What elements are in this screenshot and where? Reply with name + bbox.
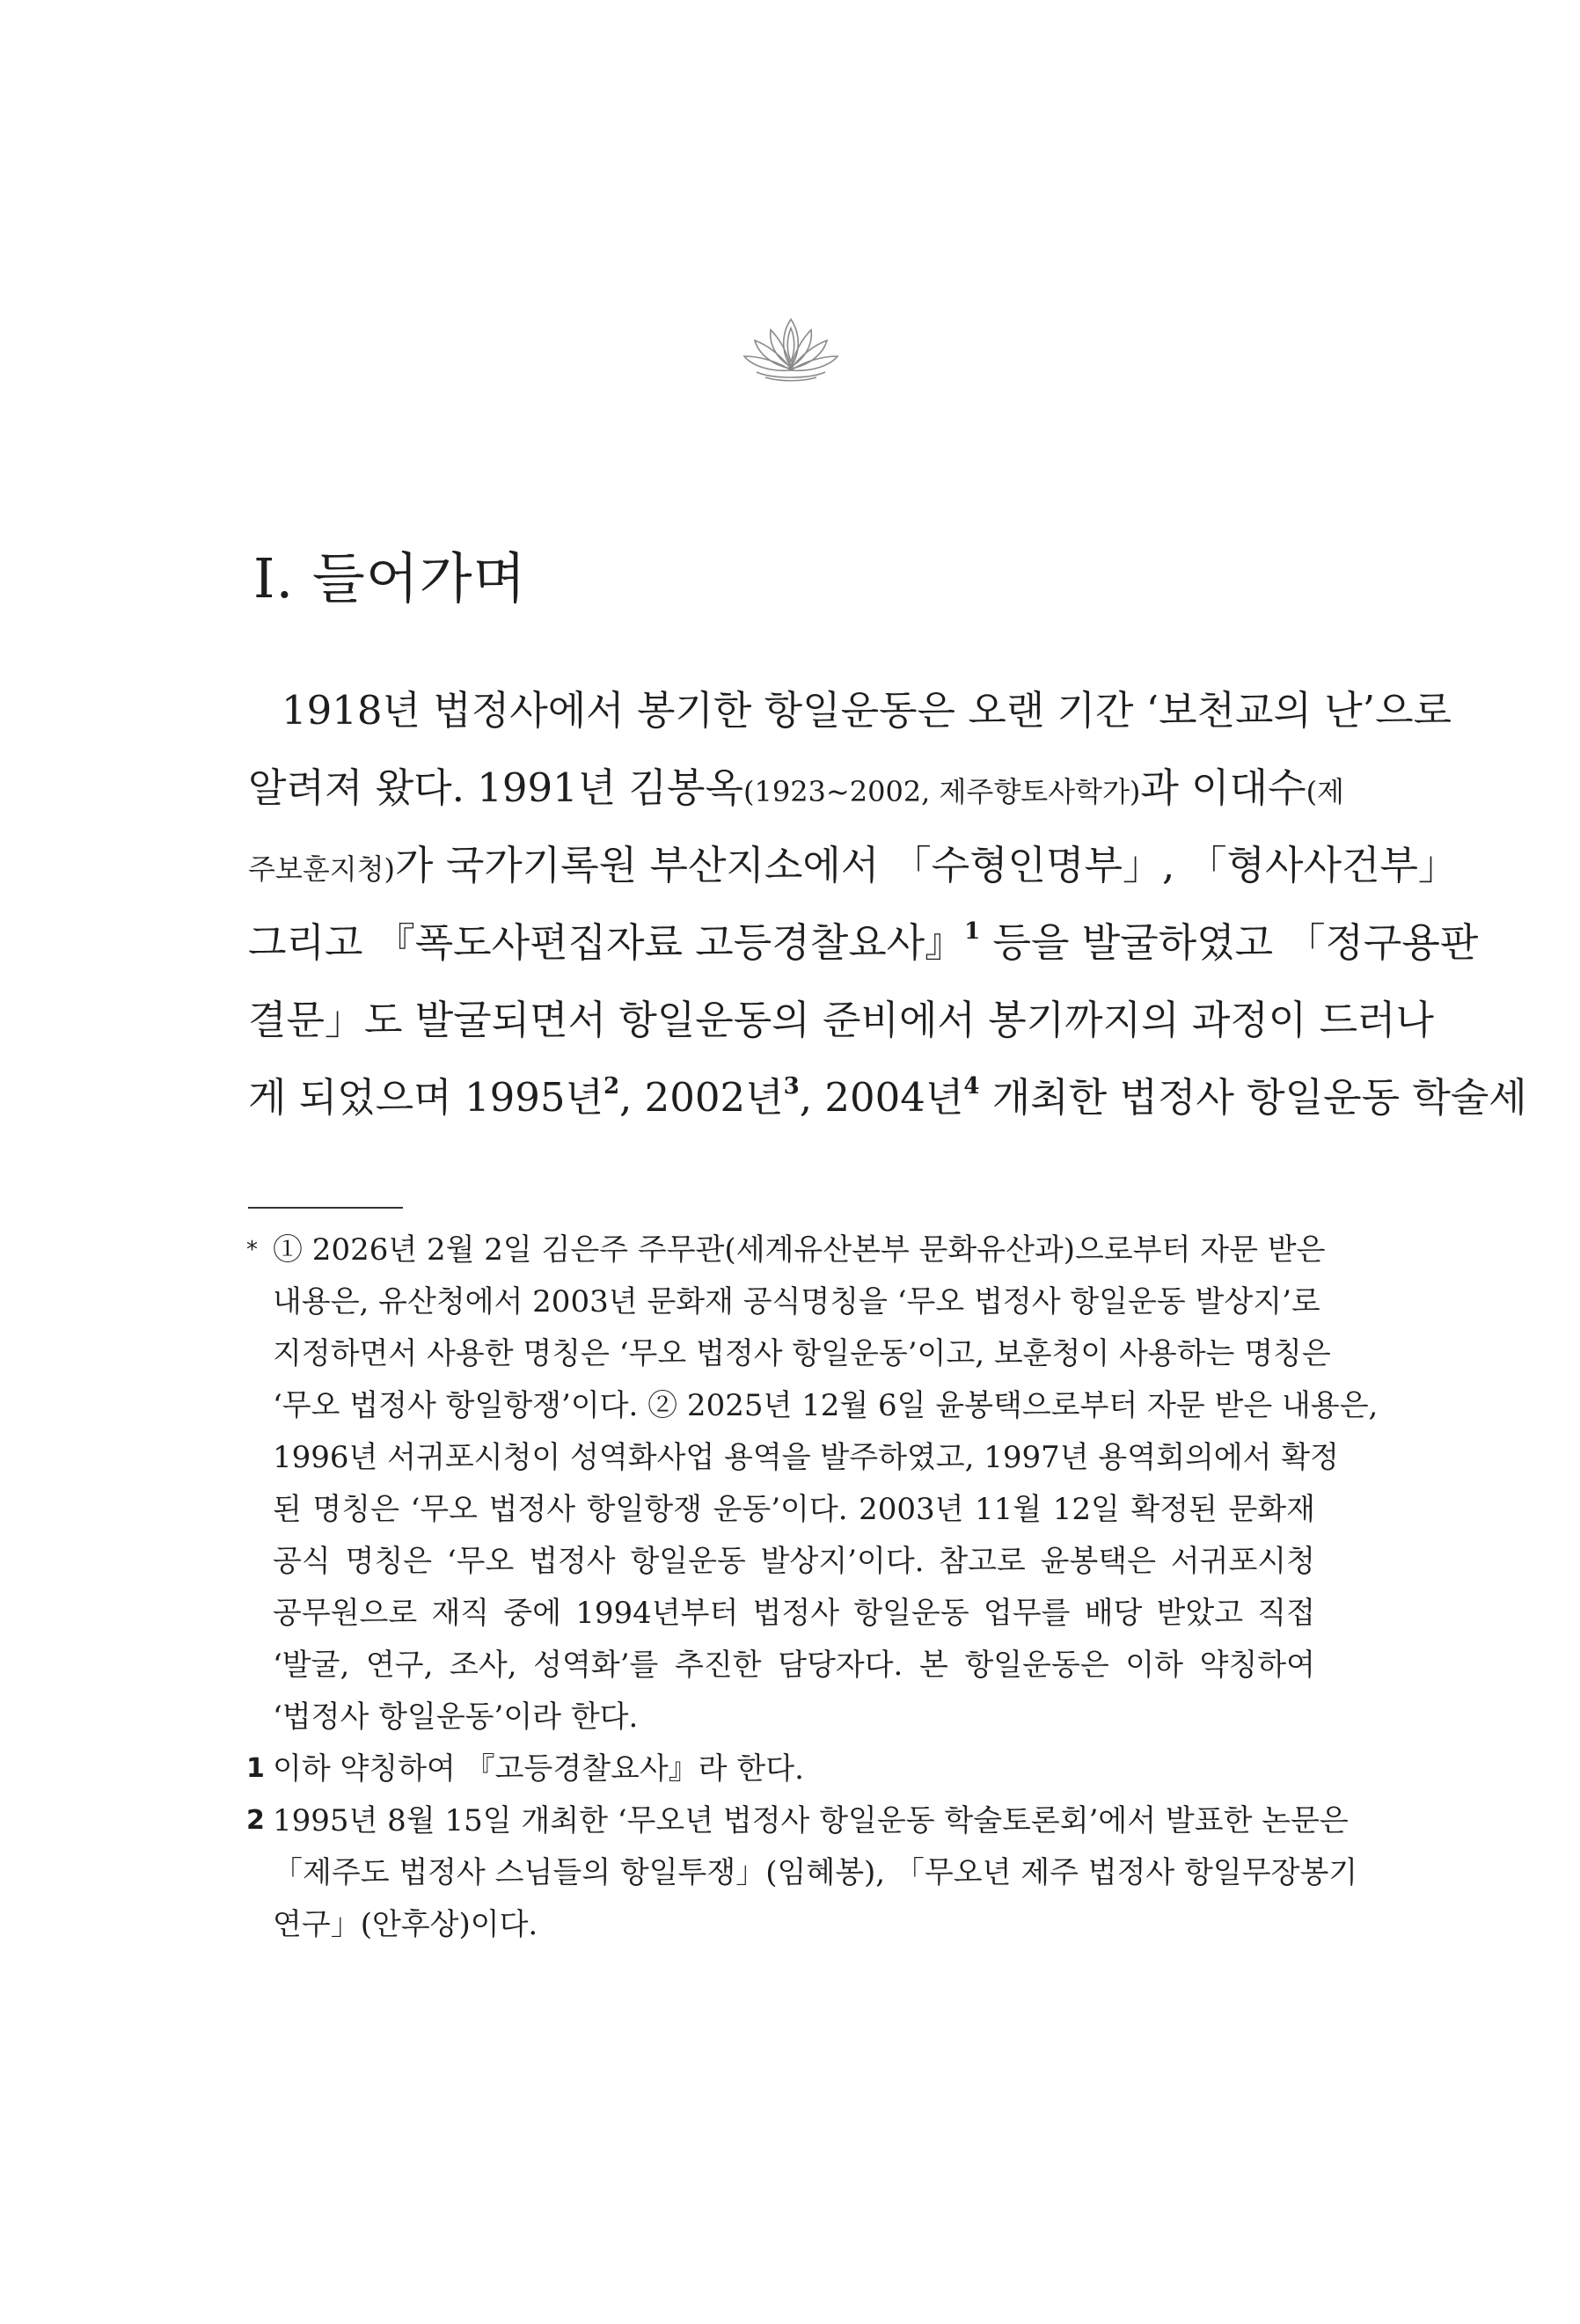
section-heading: Ⅰ. 들어가며: [253, 546, 527, 610]
body-line-5: 결문」도 발굴되면서 항일운동의 준비에서 봉기까지의 과정이 드러나: [248, 997, 1434, 1043]
footnote-2-line-2: 「제주도 법정사 스님들의 항일투쟁」(임혜봉), 「무오년 제주 법정사 항일무장봉기: [273, 1855, 1358, 1890]
footnote-2-marker: 2: [246, 1805, 265, 1836]
footnote-star-line-1: ① 2026년 2월 2일 김은주 주무관(세계유산본부 문화유산과)으로부터 자문 받은: [273, 1232, 1326, 1268]
body-text: , 2002년: [619, 1074, 784, 1121]
footnote-star-marker: *: [246, 1237, 258, 1263]
body-text: 알려져 왔다. 1991년 김봉옥: [248, 764, 743, 811]
footnote-1-marker: 1: [246, 1753, 265, 1784]
footnote-ref-2[interactable]: 2: [603, 1073, 620, 1100]
body-text: , 2004년: [799, 1074, 964, 1121]
footnote-ref-4[interactable]: 4: [963, 1073, 980, 1100]
body-text: 그리고 『폭도사편집자료 고등경찰요사』: [248, 919, 965, 966]
footnote-star-line-7: 공식 명칭은 ‘무오 법정사 항일운동 발상지’이다. 참고로 윤봉택은 서귀포시청: [273, 1544, 1315, 1579]
body-paren-text: (1923~2002, 제주향토사학가): [742, 775, 1141, 808]
body-line-1: 1918년 법정사에서 봉기한 항일운동은 오랜 기간 ‘보천교의 난’으로: [282, 687, 1452, 734]
footnote-divider: [248, 1207, 403, 1209]
footnote-ref-1[interactable]: 1: [964, 918, 981, 945]
body-paren-text: (제: [1306, 775, 1344, 808]
lotus-ornament-icon: [737, 312, 845, 383]
footnote-star-line-6: 된 명칭은 ‘무오 법정사 항일항쟁 운동’이다. 2003년 11월 12일 확정된 문화재: [273, 1492, 1315, 1527]
body-text: 가 국가기록원 부산지소에서 「수형인명부」, 「형사사건부」: [395, 842, 1458, 888]
footnote-star-line-4: ‘무오 법정사 항일항쟁’이다. ② 2025년 12월 6일 윤봉택으로부터 자문 받은 내용은,: [273, 1388, 1379, 1423]
footnote-star-line-5: 1996년 서귀포시청이 성역화사업 용역을 발주하였고, 1997년 용역회의에서 확정: [273, 1440, 1339, 1475]
footnote-star-line-10: ‘법정사 항일운동’이라 한다.: [273, 1699, 639, 1735]
footnote-ref-3[interactable]: 3: [783, 1073, 800, 1100]
body-line-3: [248, 839, 1458, 895]
body-line-2: [248, 762, 1344, 818]
body-text: 개최한 법정사 항일운동 학술세: [979, 1074, 1527, 1121]
body-text: 게 되었으며 1995년: [248, 1074, 603, 1121]
footnote-star-line-3: 지정하면서 사용한 명칭은 ‘무오 법정사 항일운동’이고, 보훈청이 사용하는 명칭은: [273, 1336, 1331, 1371]
footnote-2-line-3: 연구」(안후상)이다.: [273, 1907, 538, 1942]
footnote-2-line-1: 1995년 8월 15일 개최한 ‘무오년 법정사 항일운동 학술토론회’에서 발표한 논문은: [273, 1803, 1349, 1838]
footnote-star-line-9: ‘발굴, 연구, 조사, 성역화’를 추진한 담당자다. 본 항일운동은 이하 약칭하여: [273, 1648, 1315, 1683]
body-line-6: [248, 1071, 1527, 1124]
body-text: 과 이대수: [1140, 764, 1306, 811]
footnote-star-line-8: 공무원으로 재직 중에 1994년부터 법정사 항일운동 업무를 배당 받았고 직접: [273, 1596, 1315, 1631]
footnote-star-line-2: 내용은, 유산청에서 2003년 문화재 공식명칭을 ‘무오 법정사 항일운동 발상지’로: [273, 1284, 1320, 1319]
body-text: 등을 발굴하였고 「정구용판: [980, 919, 1479, 966]
footnote-1-text: 이하 약칭하여 『고등경찰요사』라 한다.: [273, 1751, 804, 1787]
body-line-4: [248, 917, 1479, 969]
body-paren-text: 주보훈지청): [248, 852, 396, 886]
